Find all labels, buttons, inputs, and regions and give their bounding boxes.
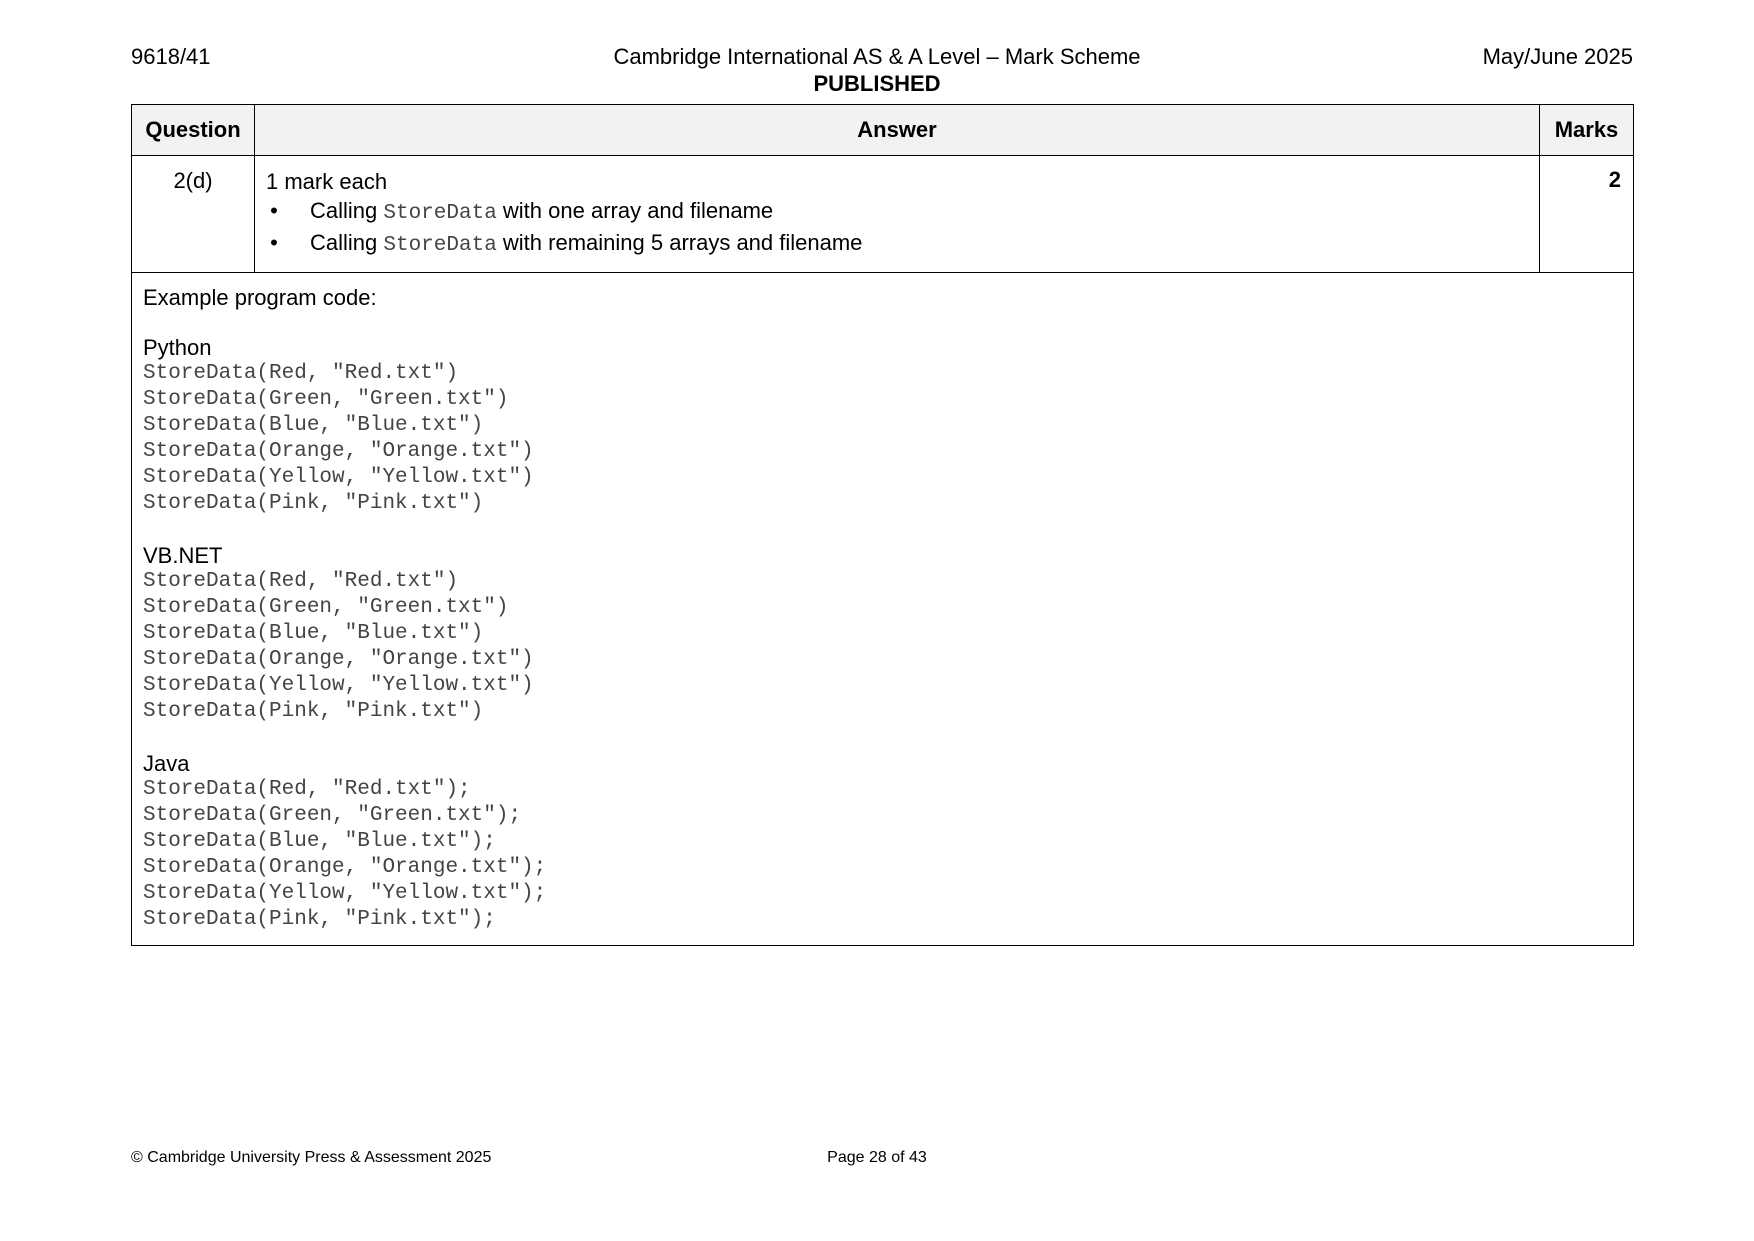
language-label: Python	[143, 335, 212, 360]
code-line: StoreData(Red, "Red.txt")	[143, 570, 459, 593]
marks-value: 2	[1540, 156, 1634, 273]
table-header-row	[132, 105, 1634, 156]
answer-cell	[255, 156, 1540, 273]
published-label: PUBLISHED	[813, 71, 941, 96]
paper-code: 9618/41	[131, 44, 211, 69]
code-line: StoreData(Pink, "Pink.txt")	[143, 492, 484, 515]
code-line: StoreData(Blue, "Blue.txt")	[143, 414, 484, 437]
code-line: StoreData(Orange, "Orange.txt")	[143, 648, 534, 671]
page-number: Page 28 of 43	[827, 1149, 927, 1166]
bullet-icon: •	[270, 230, 278, 255]
code-line: StoreData(Green, "Green.txt")	[143, 596, 509, 619]
document-title: Cambridge International AS & A Level – Mark Scheme	[613, 44, 1141, 69]
vbnet-code-block	[143, 543, 1622, 725]
python-code-block	[143, 335, 1622, 517]
code-line: StoreData(Yellow, "Yellow.txt")	[143, 674, 534, 697]
code-line: StoreData(Red, "Red.txt")	[143, 362, 459, 385]
language-label: VB.NET	[143, 543, 223, 568]
table-row	[132, 156, 1634, 273]
code-line: StoreData(Orange, "Orange.txt");	[143, 856, 547, 879]
code-line: StoreData(Green, "Green.txt");	[143, 804, 522, 827]
marks-header: Marks	[1540, 105, 1634, 156]
mark-scheme-table	[131, 104, 1634, 946]
code-line: StoreData(Green, "Green.txt")	[143, 388, 509, 411]
code-line: StoreData(Blue, "Blue.txt")	[143, 622, 484, 645]
code-line: StoreData(Pink, "Pink.txt")	[143, 700, 484, 723]
bullet-icon: •	[270, 198, 278, 223]
example-row	[132, 273, 1634, 946]
marking-criterion: • Calling StoreData with remaining 5 arrays and filename	[266, 228, 1528, 260]
code-line: StoreData(Orange, "Orange.txt")	[143, 440, 534, 463]
answer-header: Answer	[255, 105, 1540, 156]
marking-criterion: • Calling StoreData with one array and filename	[266, 196, 1528, 228]
code-line: StoreData(Pink, "Pink.txt");	[143, 908, 496, 931]
example-title: Example program code:	[143, 285, 377, 310]
inline-code: StoreData	[383, 202, 497, 225]
code-line: StoreData(Red, "Red.txt");	[143, 778, 471, 801]
example-code-cell	[132, 273, 1634, 946]
language-label: Java	[143, 751, 190, 776]
question-header: Question	[132, 105, 255, 156]
exam-session: May/June 2025	[1482, 44, 1633, 69]
inline-code: StoreData	[383, 234, 497, 257]
code-line: StoreData(Blue, "Blue.txt");	[143, 830, 496, 853]
question-number: 2(d)	[132, 156, 255, 273]
code-line: StoreData(Yellow, "Yellow.txt");	[143, 882, 547, 905]
java-code-block	[143, 751, 1622, 933]
marking-criteria-list	[266, 196, 1528, 260]
marking-intro: 1 mark each	[266, 169, 388, 194]
code-line: StoreData(Yellow, "Yellow.txt")	[143, 466, 534, 489]
copyright-notice: © Cambridge University Press & Assessment 2025	[131, 1149, 492, 1166]
